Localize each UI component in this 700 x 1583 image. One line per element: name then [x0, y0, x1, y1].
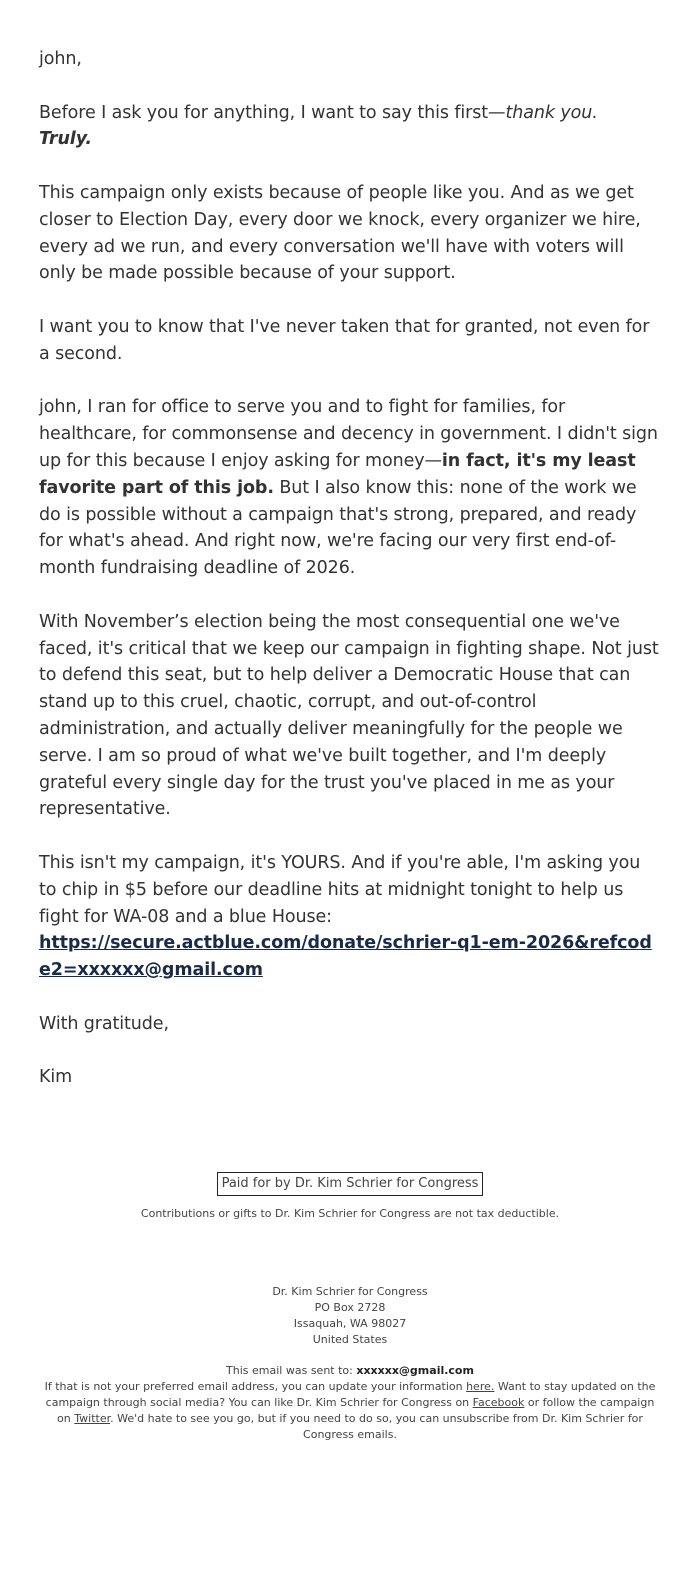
- office-text-a: john, I ran for office to serve you and to fight for families, for healthcare, for commonsense and decency in government. I didn't sign up for this because I enjoy asking for money—: [39, 397, 658, 471]
- thank-you-italic: thank you.: [505, 102, 598, 123]
- legal-text-b: Want to stay updated on the campaign through social media? You can like Dr. Kim Schrier for Congress on: [45, 1380, 656, 1409]
- update-info-link[interactable]: here.: [466, 1380, 495, 1393]
- tax-notice: Contributions or gifts to Dr. Kim Schrier for Congress are not tax deductible.: [140, 1207, 560, 1220]
- donate-link[interactable]: https://secure.actblue.com/donate/schrier-q1-em-2026&refcode2=xxxxxx@gmail.com: [39, 933, 652, 981]
- facebook-link[interactable]: Facebook: [472, 1396, 525, 1409]
- legal-text-a: If that is not your preferred email address, you can update your information: [44, 1380, 467, 1393]
- paid-for-box: Paid for by Dr. Kim Schrier for Congress: [217, 1172, 484, 1196]
- mailing-address: [0, 1284, 700, 1348]
- preferences-text: [44, 1379, 656, 1443]
- office-bold: in fact, it's my least favorite part of this job.: [39, 450, 636, 498]
- ask-paragraph: [39, 850, 661, 984]
- greeting: john,: [39, 49, 82, 69]
- closing: With gratitude,: [39, 1013, 169, 1034]
- footer-disclaimer: [0, 1172, 700, 1222]
- truly-bold-italic: Truly.: [39, 129, 92, 150]
- sent-to-line: [44, 1363, 656, 1379]
- email-body: [39, 46, 661, 1118]
- legal-text-d: . We'd hate to see you go, but if you need to do so, you can unsubscribe from Dr. Kim Schrier for Congress emails.: [110, 1412, 643, 1441]
- sent-to-email: xxxxxx@gmail.com: [356, 1364, 474, 1377]
- address-country: United States: [312, 1333, 388, 1346]
- election-paragraph: With November’s election being the most consequential one we've faced, it's critical that we keep our campaign in fighting shape. Not just to defend this seat, but to help deliver a Democratic House that can stand up to this cruel, chaotic, corrupt, and out-of-control administration, and actually deliver meaningfully for the people we serve. I am so proud of what we've built together, and I'm deeply grateful every single day for the trust you've placed in me as your representative.: [39, 611, 659, 820]
- ask-text: This isn't my campaign, it's YOURS. And if you're able, I'm asking you to chip in $5 before our deadline hits at midnight tonight to help us fight for WA-08 and a blue House:: [39, 852, 641, 927]
- signature: Kim: [39, 1067, 73, 1088]
- office-paragraph: [39, 394, 661, 582]
- thank-you-text: Before I ask you for anything, I want to say this first—: [39, 102, 506, 123]
- legal-text-c: or follow the campaign on: [57, 1396, 655, 1425]
- office-text-b: But I also know this: none of the work we do is possible without a campaign that's strong, prepared, and ready for what's ahead. And right now, we're facing our very first end-of-month fundraising deadline of 2026.: [39, 477, 637, 579]
- address-po: PO Box 2728: [314, 1301, 386, 1314]
- address-name: Dr. Kim Schrier for Congress: [272, 1285, 428, 1298]
- legal-notice: [0, 1363, 700, 1443]
- twitter-link[interactable]: Twitter: [74, 1412, 111, 1425]
- granted-paragraph: I want you to know that I've never taken that for granted, not even for a second.: [39, 316, 650, 364]
- address-city: Issaquah, WA 98027: [293, 1317, 407, 1330]
- thank-you-paragraph: [39, 100, 661, 154]
- sent-to-label: This email was sent to:: [226, 1364, 357, 1377]
- campaign-paragraph: This campaign only exists because of people like you. And as we get closer to Election Day, every door we knock, every organizer we hire, every ad we run, and every conversation we'll have with voters will only be made possible because of your support.: [39, 182, 641, 284]
